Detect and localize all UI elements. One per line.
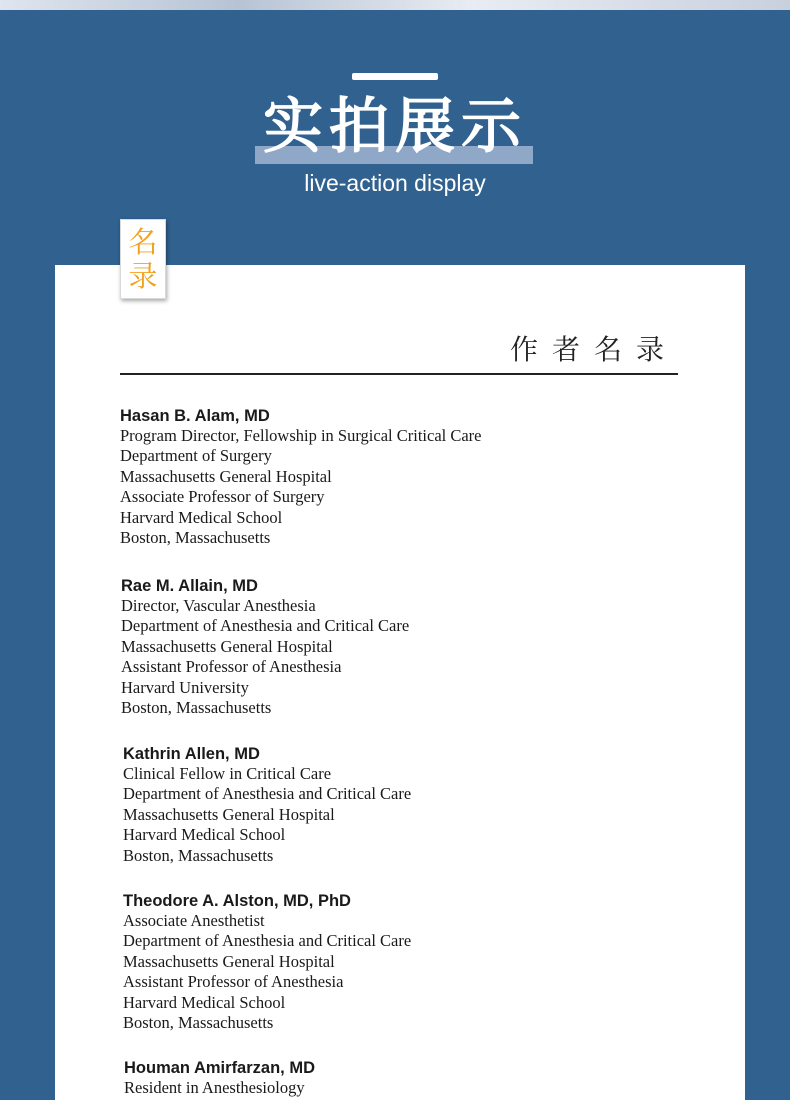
heading-rule	[120, 373, 678, 375]
author-line: Boston, Massachusetts	[123, 1013, 274, 1033]
author-line: Harvard Medical School	[123, 992, 286, 1012]
author-line: Resident in Anesthesiology	[124, 1078, 305, 1097]
author-line: Associate Anesthetist	[123, 911, 265, 930]
author-line: Massachusetts General Hospital	[123, 804, 335, 824]
author-name: Kathrin Allen, MD	[123, 745, 260, 763]
author-name: Hasan B. Alam, MD	[120, 407, 270, 425]
author-entry	[120, 406, 720, 548]
section-subtitle: live-action display	[304, 170, 486, 196]
author-entry	[124, 1058, 724, 1098]
author-line: Massachusetts General Hospital	[123, 951, 335, 971]
author-line: Program Director, Fellowship in Surgical Critical Care	[120, 426, 482, 445]
author-name: Rae M. Allain, MD	[121, 577, 258, 595]
author-line: Harvard Medical School	[120, 507, 283, 527]
section-tag	[120, 219, 166, 299]
tag-char-2: 录	[128, 259, 158, 293]
author-line: Department of Anesthesia and Critical Care	[123, 931, 412, 951]
author-line: Assistant Professor of Anesthesia	[123, 972, 344, 992]
author-entry	[123, 891, 723, 1033]
author-line: Department of Anesthesia and Critical Care	[121, 616, 410, 636]
author-line: Boston, Massachusetts	[121, 698, 272, 718]
top-photo-strip	[0, 0, 790, 10]
author-name: Houman Amirfarzan, MD	[124, 1059, 315, 1077]
author-line: Department of Surgery	[120, 446, 272, 466]
author-line: Harvard University	[121, 677, 249, 697]
section-title: 实拍展示	[263, 92, 527, 162]
author-entry	[123, 744, 723, 866]
title-accent-bar	[352, 73, 438, 80]
author-line: Boston, Massachusetts	[120, 528, 271, 548]
author-line: Massachusetts General Hospital	[120, 466, 332, 486]
author-line: Massachusetts General Hospital	[121, 636, 333, 656]
author-name: Theodore A. Alston, MD, PhD	[123, 892, 351, 910]
author-entry	[121, 576, 721, 718]
author-line: Director, Vascular Anesthesia	[121, 596, 316, 615]
author-line: Boston, Massachusetts	[123, 845, 274, 865]
document-heading: 作者名录	[509, 333, 678, 366]
author-line: Department of Anesthesia and Critical Care	[123, 784, 412, 804]
tag-char-1: 名	[128, 225, 158, 259]
author-line: Assistant Professor of Anesthesia	[121, 657, 342, 677]
author-line: Clinical Fellow in Critical Care	[123, 764, 332, 783]
author-line: Harvard Medical School	[123, 825, 286, 845]
author-line: Associate Professor of Surgery	[120, 487, 325, 507]
